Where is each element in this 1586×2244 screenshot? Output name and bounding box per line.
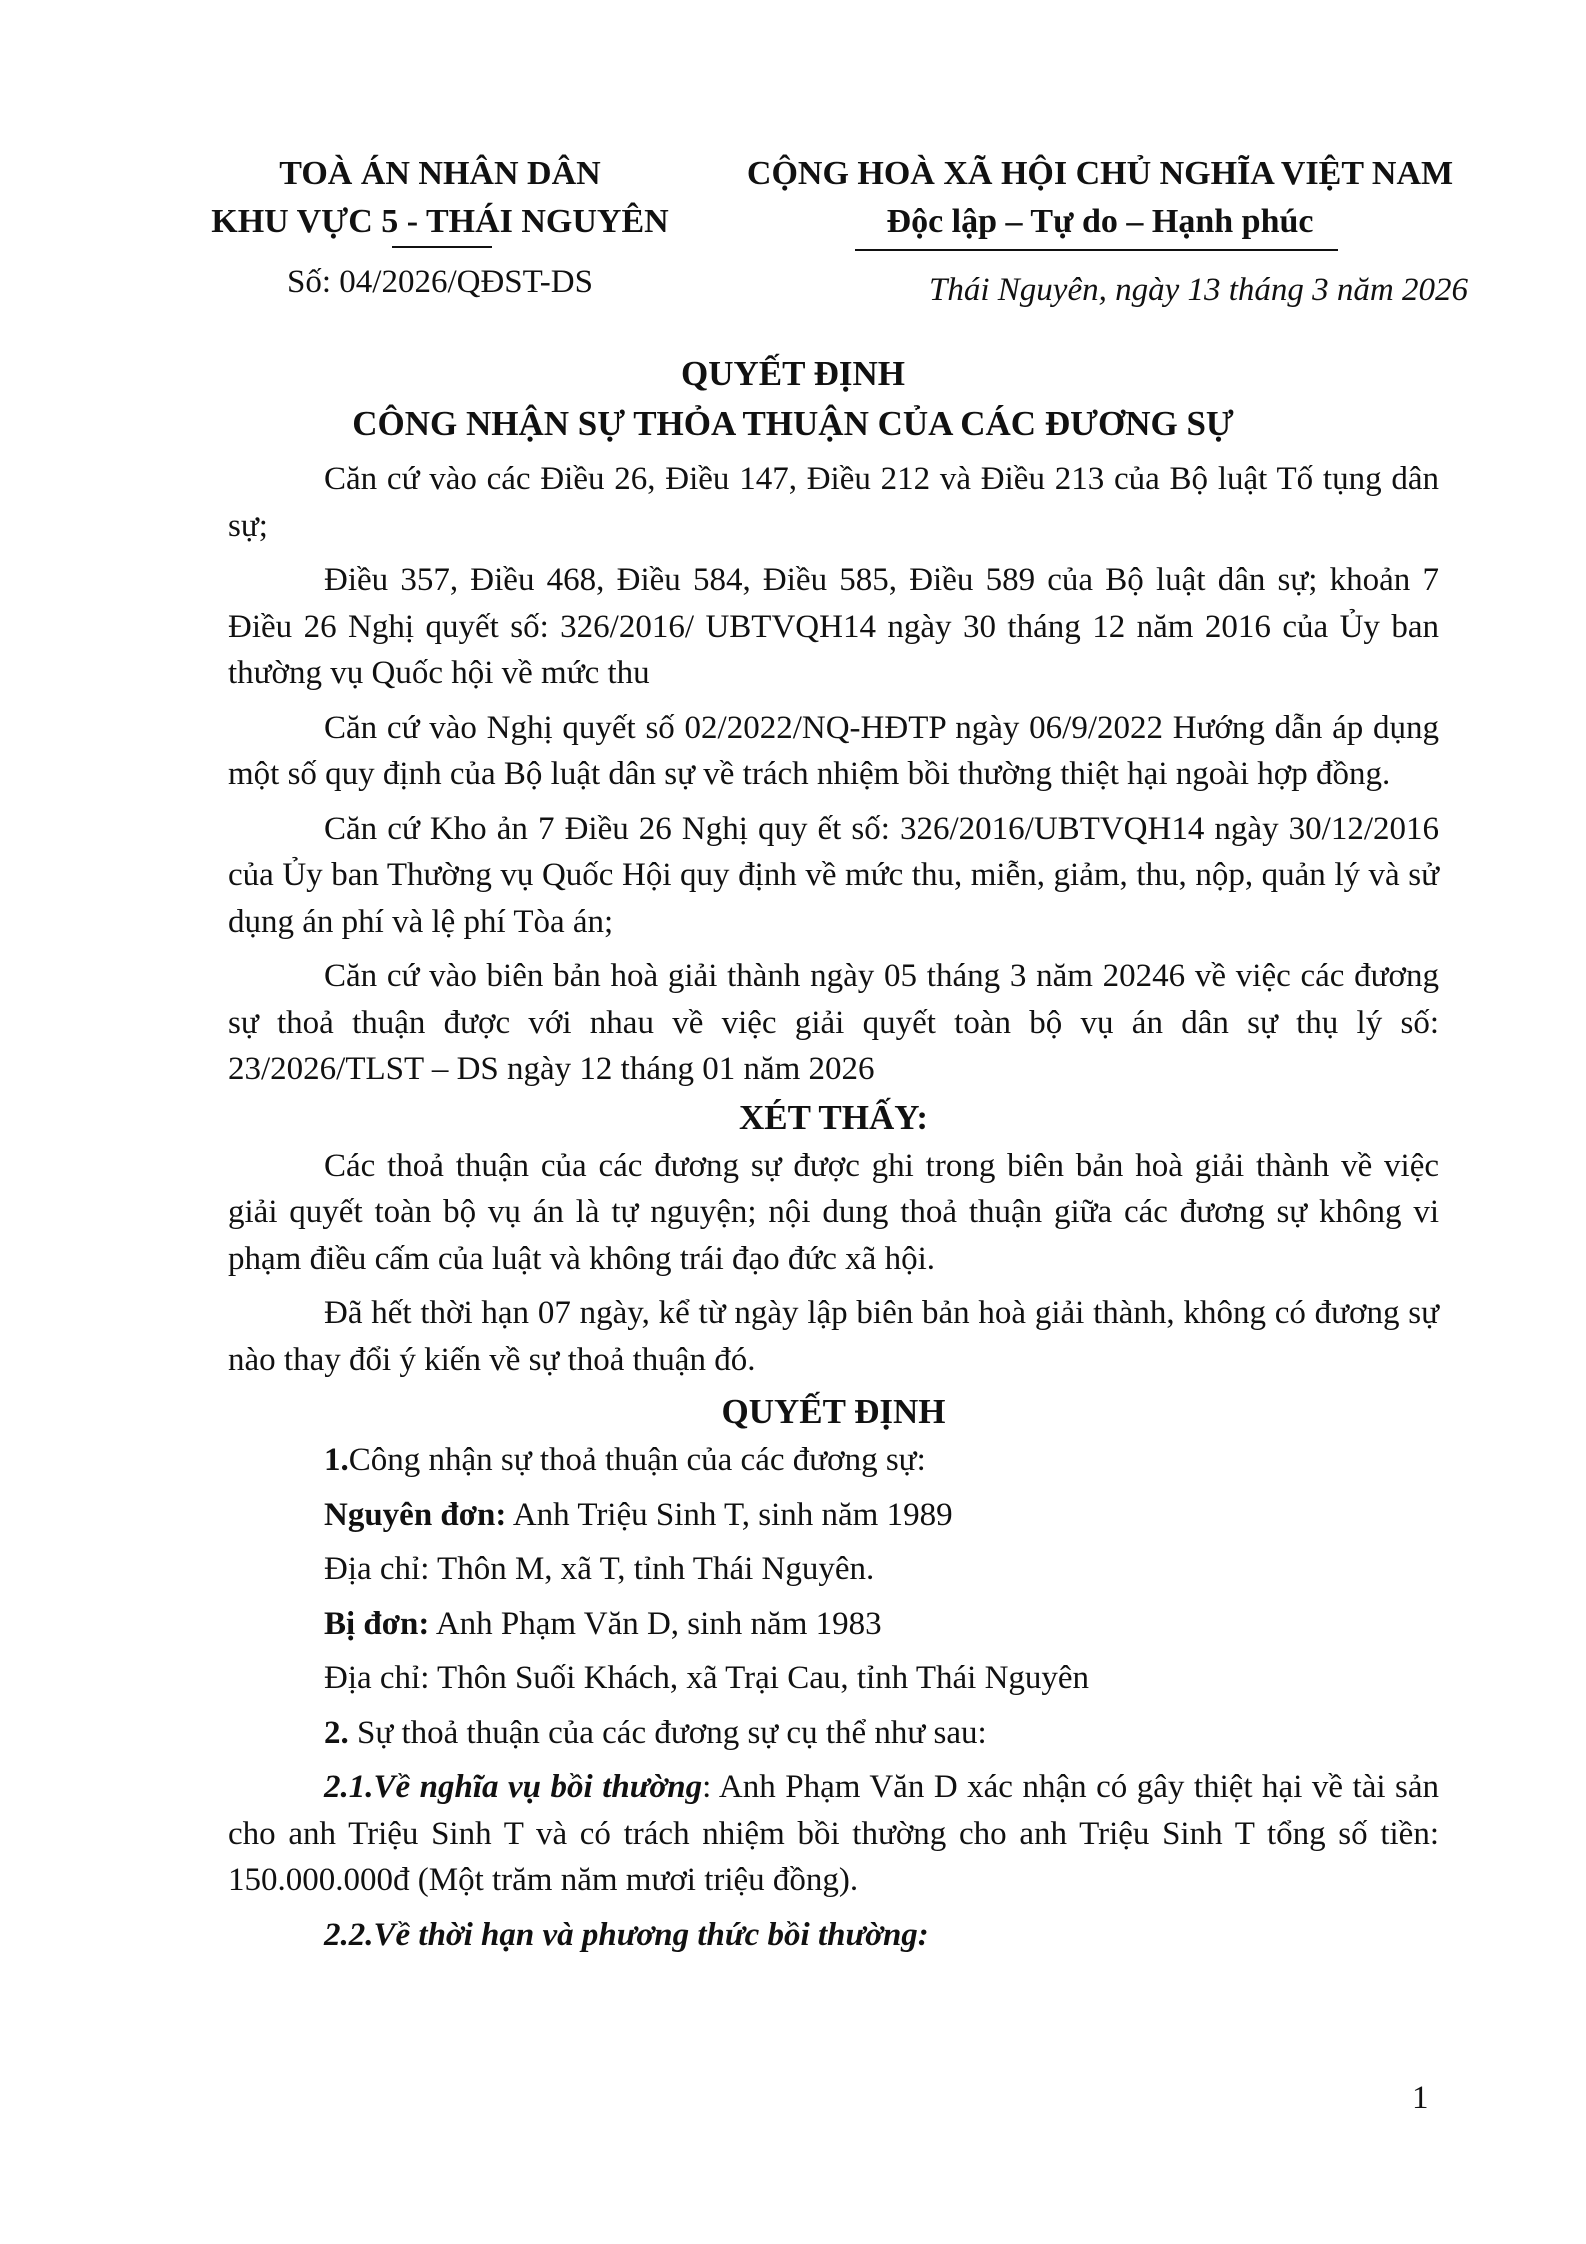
plaintiff-line (228, 1492, 1439, 1539)
document-body (228, 456, 1439, 1958)
court-name: TOÀ ÁN NHÂN DÂN (279, 155, 601, 192)
court-region: KHU VỰC 5 - THÁI NGUYÊN (211, 203, 669, 240)
legal-basis: Căn cứ vào Nghị quyết số 02/2022/NQ-HĐTP ngày 06/9/2022 Hướng dẫn áp dụng một số quy định của Bộ luật dân sự về trách nhiệm bồi thường thiệt hại ngoài hợp đồng. (228, 709, 1439, 792)
document-title: QUYẾT ĐỊNH (681, 354, 905, 393)
page-number: 1 (1412, 2080, 1429, 2116)
document-subtitle: CÔNG NHẬN SỰ THỎA THUẬN CỦA CÁC ĐƯƠNG SỰ (352, 404, 1234, 443)
decision-item-2 (228, 1710, 1439, 1757)
court-underline (392, 246, 492, 248)
plaintiff-address: Địa chỉ: Thôn M, xã T, tỉnh Thái Nguyên. (324, 1551, 875, 1587)
court-header (170, 150, 710, 246)
decision-item-2-2 (228, 1912, 1439, 1959)
defendant-value: Anh Phạm Văn D, sinh năm 1983 (429, 1605, 882, 1642)
finding-paragraph: Các thoả thuận của các đương sự được ghi trong biên bản hoà giải thành về việc giải quyết toàn bộ vụ án là tự nguyện; nội dung thoả thuận giữa các đương sự không vi phạm điều cấm của luật và không trái đạo đức xã hội. (228, 1147, 1439, 1277)
defendant-label: Bị đơn: (324, 1605, 430, 1642)
item-text: Sự thoả thuận của các đương sự cụ thể như sau: (348, 1714, 987, 1751)
decision-item-2-1 (228, 1764, 1439, 1904)
finding-paragraph: Đã hết thời hạn 07 ngày, kể từ ngày lập biên bản hoà giải thành, không có đương sự nào thay đổi ý kiến về sự thoả thuận đó. (228, 1295, 1439, 1378)
item-2-2-label: 2.2.Về thời hạn và phương thức bồi thường: (324, 1916, 929, 1953)
national-motto: Độc lập – Tự do – Hạnh phúc (886, 203, 1314, 240)
item-2-1-label: 2.1.Về nghĩa vụ bồi thường (324, 1769, 703, 1805)
motto-underline (855, 249, 1338, 251)
plaintiff-value: Anh Triệu Sinh T, sinh năm 1989 (506, 1496, 953, 1533)
place-date: Thái Nguyên, ngày 13 tháng 3 năm 2026 (929, 272, 1468, 308)
national-header (720, 150, 1480, 246)
decision-heading: QUYẾT ĐỊNH (721, 1392, 946, 1431)
legal-basis: Căn cứ Kho ản 7 Điều 26 Nghị quy ết số: 326/2016/UBTVQH14 ngày 30/12/2016 của Ủy ban Thường vụ Quốc Hội quy định về mức thu, miễn, giảm, thu, nộp, quản lý và sử dụng án phí và lệ phí Tòa án; (228, 810, 1439, 940)
item-number: 2. (324, 1714, 349, 1751)
national-name: CỘNG HOÀ XÃ HỘI CHỦ NGHĨA VIỆT NAM (746, 155, 1454, 192)
legal-basis: Căn cứ vào biên bản hoà giải thành ngày 05 tháng 3 năm 20246 về việc các đương sự thoả thuận được với nhau về việc giải quyết toàn bộ vụ án dân sự thụ lý số: 23/2026/TLST – DS ngày 12 tháng 01 năm 2026 (228, 958, 1439, 1087)
decision-number: Số: 04/2026/QĐST-DS (287, 264, 593, 300)
item-text: Công nhận sự thoả thuận của các đương sự: (348, 1442, 926, 1478)
legal-basis: Căn cứ vào các Điều 26, Điều 147, Điều 212 và Điều 213 của Bộ luật Tố tụng dân sự; (228, 461, 1439, 544)
defendant-address: Địa chỉ: Thôn Suối Khách, xã Trại Cau, tỉnh Thái Nguyên (324, 1660, 1090, 1696)
item-2-1-text: : Anh Phạm Văn D xác nhận có gây thiệt hại về tài sản cho anh Triệu Sinh T và có trách nhiệm bồi thường cho anh Triệu Sinh T tổng số tiền: 150.000.000đ (Một trăm năm mươi triệu đồng). (228, 1769, 1439, 1898)
item-number: 1. (324, 1442, 349, 1478)
defendant-line (228, 1601, 1439, 1648)
decision-item-1 (228, 1437, 1439, 1484)
plaintiff-label: Nguyên đơn: (324, 1496, 507, 1533)
findings-heading: XÉT THẤY: (738, 1097, 928, 1137)
legal-basis: Điều 357, Điều 468, Điều 584, Điều 585, Điều 589 của Bộ luật dân sự; khoản 7 Điều 26 Nghị quyết số: 326/2016/ UBTVQH14 ngày 30 tháng 12 năm 2016 của Ủy ban thường vụ Quốc hội về mức thu (228, 562, 1439, 691)
